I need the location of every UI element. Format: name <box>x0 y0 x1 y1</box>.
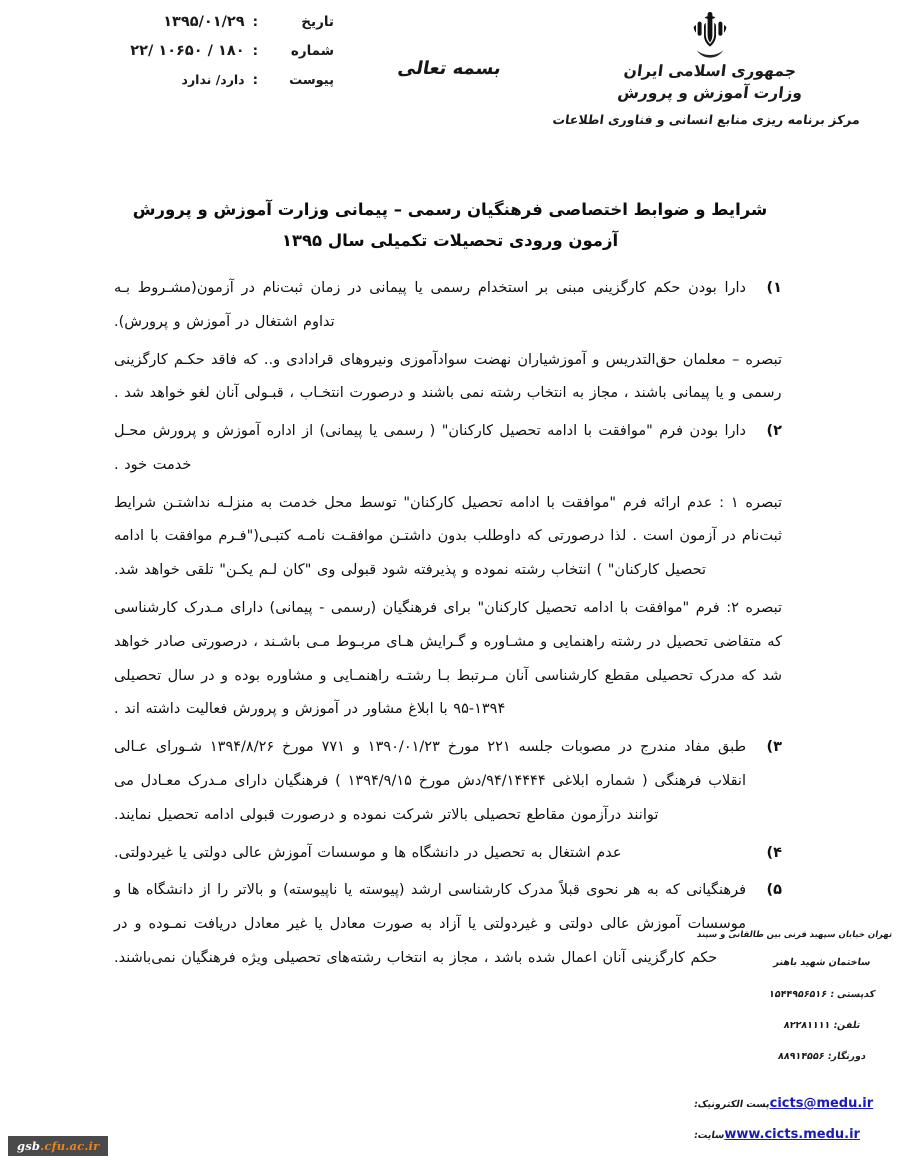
note-after-clause-1: تبصره – معلمان حق‌التدریس و آموزشیاران نهضت سوادآموزی ونیروهای قرادادی و.. که فاقد حکـم کارگزینی رسمی و یا پیمانی باشند ، مجاز به انتخاب رشته نمی باشند و درصورت انتخـاب ، قبـولی آنان لغو خواهد شد . <box>114 351 782 402</box>
clause-number: ۵) <box>766 882 782 899</box>
date-colon: : <box>252 14 258 30</box>
phone-row <box>751 1020 893 1031</box>
email-link[interactable]: cicts@medu.ir <box>769 1096 874 1111</box>
ministry-line-1: جمهوری اسلامی ایران <box>622 62 798 80</box>
meta-row-number <box>104 43 334 59</box>
email-row <box>690 1096 895 1111</box>
email-label: پست الکترونیک: <box>693 1099 771 1110</box>
center-name: مرکز برنامه ریزی منابع انسانی و فناوری اطلاعات <box>551 111 861 127</box>
document-body <box>114 272 782 980</box>
footer-contact-block <box>696 930 893 1082</box>
clause-item <box>114 837 782 871</box>
address-line-2: ساختمان شهید باهنر <box>772 956 872 968</box>
clause-text: دارا بودن فرم "موافقت با ادامه تحصیل کارکنان" ( رسمی یا پیمانی) از اداره آموزش و پرورش محـل خدمت خود . <box>114 423 746 473</box>
meta-row-date <box>104 14 334 30</box>
source-watermark <box>8 1136 108 1156</box>
number-value: ۱۸۰ / ۱۰۶۵۰ /۲۲ <box>130 43 245 59</box>
meta-row-attachment <box>104 72 334 88</box>
footer-links-block <box>690 1096 895 1158</box>
clause-item <box>114 415 782 483</box>
basmala-text: بسمه تعالی <box>396 58 503 79</box>
title-line-2: آزمون ورودی تحصیلات تکمیلی سال ۱۳۹۵ <box>281 231 619 251</box>
document-header <box>0 0 900 150</box>
attachment-value: دارد/ ندارد <box>181 72 245 87</box>
phone-label: تلفن: <box>832 1020 862 1032</box>
attachment-colon: : <box>252 72 258 88</box>
clause-text: طبق مفاد مندرج در مصوبات جلسه ۲۲۱ مورخ ۱۳۹۰/۰۱/۲۳ و ۷۷۱ مورخ ۱۳۹۴/۸/۲۶ شـورای عـالی انقلاب فرهنگی ( شماره ابلاغی ۹۴/۱۴۴۴۴/دش مورخ ۱۳۹۴/۹/۱۵ ) فرهنگیان دارای مـدرک معـادل می توانند درآزمون مقاطع تحصیلی بالاتر شرکت نموده و درصورت قبولی ادامه تحصیل نمایند. <box>114 739 747 823</box>
clause-number: ۳) <box>766 739 782 756</box>
number-colon: : <box>252 43 258 59</box>
watermark-suffix: .cfu.ac.ir <box>40 1139 100 1153</box>
note-1-after-clause-2: تبصره ۱ : عدم ارائه فرم "موافقت با ادامه تحصیل کارکنان" توسط محل خدمت به منزلـه نداشتـن شرایط ثبت‌نام در آزمون است . لذا درصورتی که داوطلب بدون داشتـن موافقـت نامـه کتبـی("فـرم موافقت با ادامه تحصیل کارکنان" ) انتخاب رشته نموده و پذیرفته شود قبولی وی "کان لـم یکـن" تلقی خواهد شد. <box>114 494 782 579</box>
clause-item <box>114 874 782 975</box>
ministry-line-2: وزارت آموزش و پرورش <box>616 84 804 103</box>
website-row <box>690 1127 895 1142</box>
website-link[interactable]: www.cicts.medu.ir <box>724 1127 860 1142</box>
clause-item <box>114 731 782 832</box>
clause-text: عدم اشتغال به تحصیل در دانشگاه ها و موسسات آموزش عالی دولتی یا غیردولتی. <box>114 844 622 861</box>
number-label: شماره <box>290 43 334 59</box>
document-title <box>0 194 900 257</box>
ministry-emblem-block <box>551 8 861 127</box>
attachment-label: پیوست <box>289 73 334 88</box>
date-value: ۱۳۹۵/۰۱/۲۹ <box>163 14 245 30</box>
postal-code-row <box>751 989 893 1000</box>
document-meta-block <box>104 14 334 101</box>
fax-value: ۸۸۹۱۴۵۵۶ <box>777 1051 826 1063</box>
clause-text: دارا بودن حکم کارگزینی مبنی بر استخدام رسمی یا پیمانی در زمان ثبت‌نام در آزمون(مشـروط بـه تداوم اشتغال در آموزش و پرورش). <box>114 280 746 330</box>
phone-value: ۸۲۲۸۱۱۱۱ <box>782 1020 832 1032</box>
fax-row <box>751 1051 893 1062</box>
watermark-prefix: gsb <box>17 1139 41 1153</box>
postal-code-value: ۱۵۴۴۹۵۶۵۱۶ <box>768 989 828 1001</box>
title-line-1: شرایط و ضوابط اختصاصی فرهنگیان رسمی – پیمانی وزارت آموزش و پرورش <box>132 200 768 219</box>
clause-text: فرهنگیانی که به هر نحوی قبلاً مدرک کارشناسی ارشد (پیوسته یا ناپیوسته) و بالاتر را از دانشگاه ها و موسسات آموزش عالی دولتی و غیردولتی یا آزاد به صورت معادل یا غیر معادل دریافت نمـوده و در حکم کارگزینی آنان اعمال شده باشد ، مجاز به انتخاب رشته‌های تحصیلی ویژه فرهنگیان نمی‌باشند. <box>114 882 746 966</box>
clause-number: ۴) <box>766 844 782 861</box>
clause-number: ۱) <box>766 280 782 296</box>
note-2-after-clause-2: تبصره ۲: فرم "موافقت با ادامه تحصیل کارکنان" برای فرهنگیان (رسمی - پیمانی) دارای مـدرک کارشناسی که متقاضی تحصیل در رشته راهنمایی و مشـاوره و گـرایش هـای مربـوط مـی باشـند ، درصورتی صادر خواهد شد که مدرک تحصیلی مقطع کارشناسی آنان مـرتبط بـا رشتـه راهنمـایی و مشاوره بوده و در سال تحصیلی ۱۳۹۴-۹۵ با ابلاغ مشاور در آموزش و پرورش فعالیت داشته اند . <box>114 600 782 718</box>
postal-code-label: کدپستی : <box>829 989 876 1001</box>
address-line-1: تهران خیابان سپهبد قرنی بین طالقانی و سپند <box>696 930 893 940</box>
website-label: سایت: <box>693 1130 726 1141</box>
clause-item <box>114 272 782 340</box>
clause-number: ۲) <box>766 423 782 440</box>
date-label: تاریخ <box>301 14 334 30</box>
iran-emblem-icon <box>687 8 733 58</box>
fax-label: دورنگار: <box>826 1051 867 1063</box>
